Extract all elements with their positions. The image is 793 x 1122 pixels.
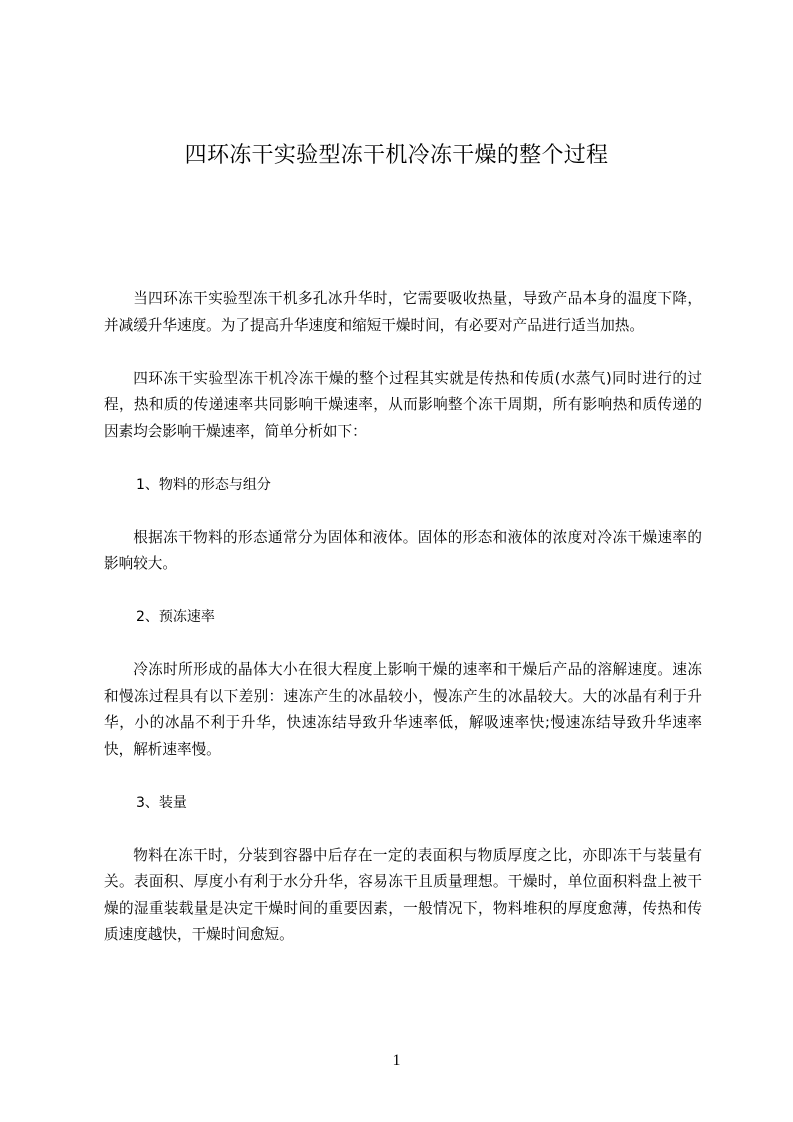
paragraph-material: 根据冻干物料的形态通常分为固体和液体。固体的形态和液体的浓度对冷冻干燥速率的影响较大。	[104, 528, 702, 572]
paragraph-prefreeze: 冷冻时所形成的晶体大小在很大程度上影响干燥的速率和干燥后产品的溶解速度。速冻和慢冻过程具有以下差别：速冻产生的冰晶较小，慢冻产生的冰晶较大。大的冰晶有利于升华，小的冰晶不利于升华，快速冻结导致升华速率低，解吸速率快;慢速冻结导致升华速率快，解析速率慢。	[104, 661, 702, 758]
page-number: 1	[392, 1052, 401, 1069]
page-title: 四环冻干实验型冻干机冷冻干燥的整个过程	[184, 143, 609, 168]
section-heading-material: 1、物料的形态与组分	[136, 476, 271, 493]
paragraph-overview: 四环冻干实验型冻干机冷冻干燥的整个过程其实就是传热和传质(水蒸气)同时进行的过程，热和质的传递速率共同影响干燥速率，从而影响整个冻干周期，所有影响热和质传递的因素均会影响干燥速率，简单分析如下：	[104, 369, 702, 440]
section-heading-prefreeze: 2、预冻速率	[136, 609, 215, 625]
paragraph-loading: 物料在冻干时，分装到容器中后存在一定的表面积与物质厚度之比，亦即冻干与装量有关。表面积、厚度小有利于水分升华，容易冻干且质量理想。干燥时，单位面积料盘上被干燥的湿重装载量是决定干燥时间的重要因素，一般情况下，物料堆积的厚度愈薄，传热和传质速度越快，干燥时间愈短。	[104, 846, 702, 943]
section-heading-loading: 3、装量	[136, 794, 187, 811]
paragraph-intro: 当四环冻干实验型冻干机多孔冰升华时，它需要吸收热量，导致产品本身的温度下降，并减缓升华速度。为了提高升华速度和缩短干燥时间，有必要对产品进行适当加热。	[104, 290, 702, 334]
document-body	[104, 286, 702, 975]
